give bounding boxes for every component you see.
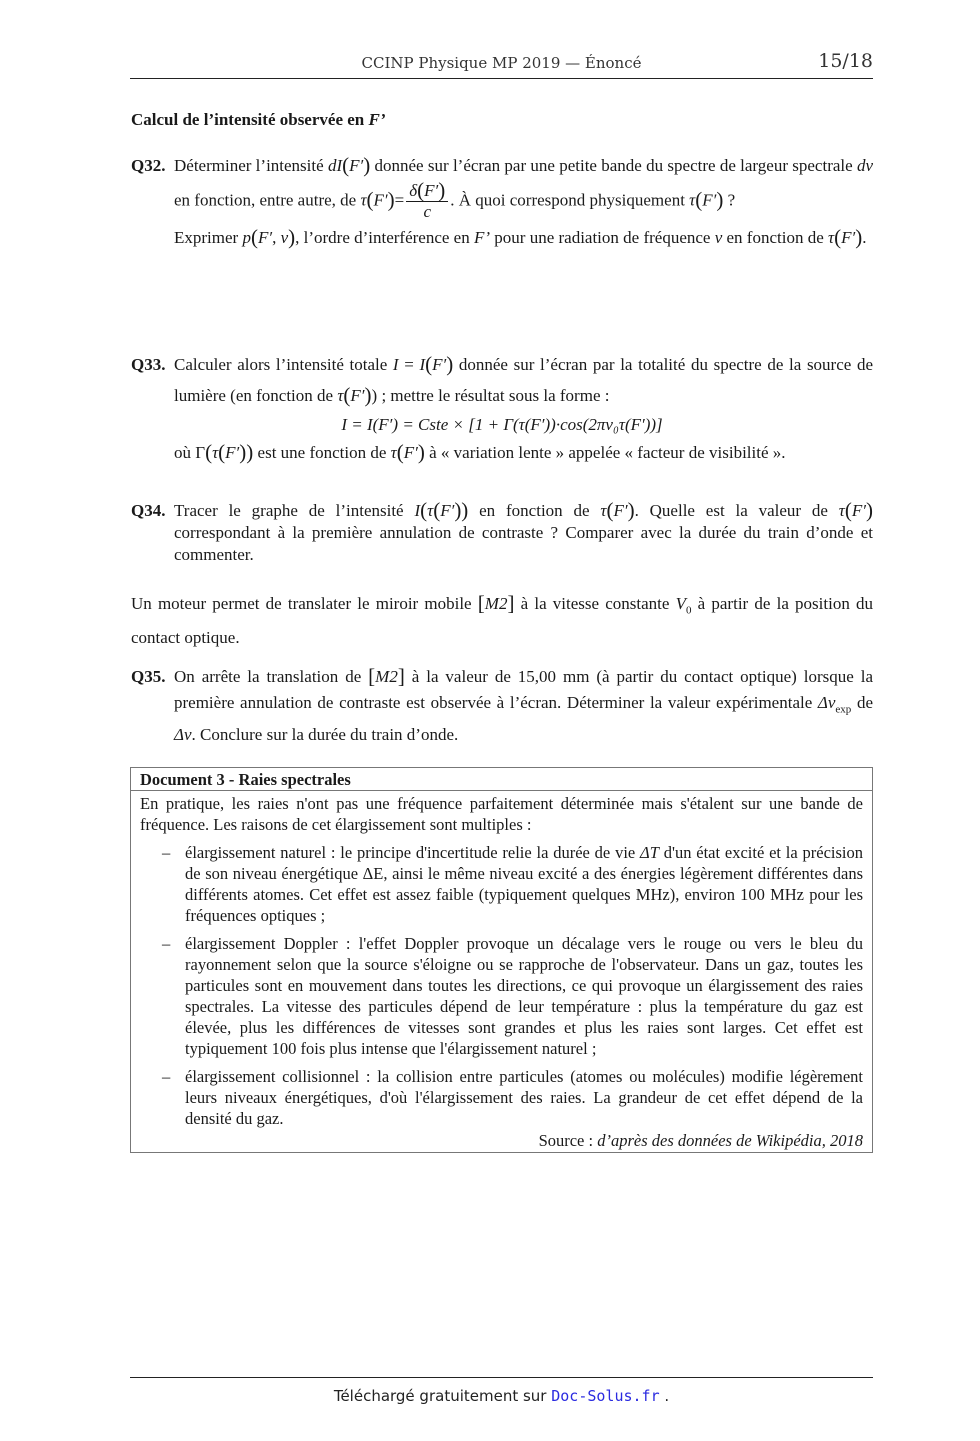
question-q33 [131, 349, 873, 468]
broadening-list [140, 842, 863, 1129]
text: Déterminer l’intensité [174, 156, 328, 175]
math-var: ν [714, 228, 723, 247]
question-body: On arrête la translation de [M2] à la valeur de 15,00 mm (à partir du contact optique) lorsque la première annulation de contraste est observée à l’écran. Déterminer la valeur expérimentale $\Delta\nu_{exp}$ de Δν. Conclure sur la durée du train d’onde. [174, 664, 873, 745]
text: où [174, 443, 196, 462]
text: . Quelle est la valeur de [634, 501, 839, 520]
text: . Conclure sur la durée du train d’onde. [191, 725, 459, 745]
text: pour une radiation de fréquence [490, 228, 715, 247]
text: à la vitesse constante [514, 594, 676, 613]
question-number: Q34. [131, 501, 166, 520]
math-var: Γ [195, 443, 206, 462]
text: à partir de la position du contact optique. [131, 594, 873, 648]
text: Calculer alors l’intensité totale [174, 355, 393, 374]
text: est une fonction de [253, 443, 391, 462]
math-var: F′ [841, 228, 856, 247]
footer-end: . [659, 1387, 670, 1405]
text: . À quoi correspond physiquement [450, 190, 690, 210]
math-var: F′ [424, 181, 439, 200]
math-var: I [392, 355, 399, 374]
text: On arrête la translation de [174, 667, 369, 686]
math-var: dI [327, 156, 343, 175]
math-var: τ [838, 501, 845, 520]
question-q32 [131, 150, 873, 253]
math-var: F′ [851, 501, 866, 520]
page-number: 15/18 [818, 50, 873, 72]
text: en fonction, entre autre, de [174, 190, 361, 210]
question-q34 [131, 496, 873, 566]
math-var: τ [427, 501, 434, 520]
document-intro: En pratique, les raies n'ont pas une fréquence parfaitement déterminée mais s'étalent sur une bande de fréquence. Les raisons de cet élargissement sont multiples : [140, 794, 863, 834]
equation-intensity: I = I(F′) = Cste × [1 + Γ(τ(F′))·cos(2πν₀τ(F′))] [341, 415, 663, 434]
question-number: Q32. [131, 156, 166, 175]
text: de [851, 693, 873, 712]
text: en fonction de [468, 501, 601, 520]
text: élargissement naturel : le principe d'incertitude relie la durée de vie [185, 843, 641, 862]
math-var: τ [337, 386, 344, 405]
math-subscript: 0 [686, 604, 692, 617]
text: en fonction de [722, 228, 829, 247]
math-var: V [675, 594, 686, 613]
section-title-var: F’ [368, 110, 386, 129]
math-var: Δν [817, 693, 836, 712]
section-title-text: Calcul de l’intensité observée en [131, 110, 369, 129]
text: à la valeur de 15,00 mm (à partir du contact optique) lorsque la première annulation de contraste est observée à l’écran. Déterminer la valeur expérimentale [174, 667, 873, 712]
math-var: τ [360, 190, 367, 210]
math-var: F′ [403, 443, 418, 462]
math-subscript: exp [835, 703, 852, 716]
math-var: F′ [349, 156, 364, 175]
text: élargissement collisionnel : la collision entre particules (atomes ou molécules) modifie légèrement leurs niveaux énergétiques, d'où l'élargissement des raies. La grandeur de cet effet dépend de la densité du gaz. [185, 1067, 863, 1128]
question-number: Q35. [131, 667, 166, 686]
fraction: $\frac{\delta(F')}{c}$ [406, 181, 448, 222]
text: à « variation lente » appelée « facteur de visibilité ». [424, 443, 786, 462]
math-var: τ [828, 228, 835, 247]
text: ? [723, 190, 736, 210]
section-title [131, 110, 386, 130]
math-var: F′ [225, 443, 240, 462]
text: Exprimer [174, 228, 243, 247]
dash-bullet: – [162, 1067, 171, 1086]
page-footer [130, 1377, 873, 1405]
text: élargissement Doppler : l'effet Doppler provoque un décalage vers le rouge ou vers le bleu du rayonnement selon que la source s'éloigne ou se rapproche de l'observateur. Dans un gaz, toutes les particules sont en mouvement dans toutes les directions, ce qui provoque un élargissement des raies spectrales. La vitesse des particules dépend de leur température : plus la température du gaz est élevée, plus les différences de vitesses sont grandes et plus les raies sont larges. Cet effet est typiquement 100 fois plus intense que l'élargissement naturel ; [185, 934, 863, 1058]
math-var: τ [212, 443, 219, 462]
math-var: M2 [484, 594, 508, 613]
math-var: F′ [350, 386, 365, 405]
source-text: d’après des données de Wikipédia, 2018 [597, 1131, 863, 1150]
document-title: Document 3 - Raies spectrales [131, 768, 872, 791]
document-content [131, 791, 872, 1152]
question-q35 [131, 664, 873, 748]
list-item-doppler [140, 933, 863, 1059]
document-source [140, 1130, 863, 1152]
math-var: τ [689, 190, 696, 210]
dash-bullet: – [162, 843, 171, 862]
document-3-box [130, 767, 873, 1153]
math-var: τ [390, 443, 397, 462]
footer-text [130, 1387, 873, 1405]
math-var: ν [280, 228, 289, 247]
math-var: F′ [440, 501, 455, 520]
question-subpart: Exprimer p(F′, ν), l’ordre d’interférence en F’ pour une radiation de fréquence ν en fonction de τ(F′). [174, 225, 867, 249]
math-var: F’ [473, 228, 491, 247]
math-var: τ [600, 501, 607, 520]
text: correspondant à la première annulation de contraste ? Comparer avec la durée du train d’onde et commenter. [174, 523, 873, 564]
math-var: F′ [702, 190, 717, 210]
list-item-natural [140, 842, 863, 926]
motor-paragraph: Un moteur permet de translater le miroir mobile [M2] à la vitesse constante $V_0$ à partir de la position du contact optique. [131, 591, 873, 648]
math-var: c [423, 202, 432, 221]
text: , l’ordre d’interférence en [295, 228, 474, 247]
math-var: I [414, 501, 421, 520]
text: . [862, 228, 867, 247]
text: donnée sur l’écran par une petite bande du spectre de largeur spectrale [370, 156, 857, 175]
math-var: dν [856, 156, 873, 175]
math-var: F′ [432, 355, 447, 374]
question-subpart: où Γ(τ(F′)) est une fonction de τ(F′) à « variation lente » appelée « facteur de visibilité ». [174, 440, 786, 464]
dash-bullet: – [162, 934, 171, 953]
list-item-collisional [140, 1066, 863, 1129]
doc-solus-link[interactable]: Doc-Solus.fr [551, 1387, 660, 1405]
header-title: CCINP Physique MP 2019 — Énoncé [361, 54, 642, 72]
math-var: M2 [375, 667, 398, 686]
math-var: ΔT [640, 843, 659, 862]
question-body: Tracer le graphe de l’intensité I(τ(F′)) en fonction de τ(F′). Quelle est la valeur de τ(F′) correspondant à la première annulation de contraste ? Comparer avec la durée du train d’onde et commenter. [174, 498, 873, 564]
math-var: F′ [613, 501, 628, 520]
text: donnée sur l’écran par la totalité du spectre de la source de lumière (en fonction de [174, 355, 873, 405]
math-var: Δν [174, 725, 192, 745]
question-number: Q33. [131, 355, 166, 374]
page-header [130, 52, 873, 79]
text: d'un état excité et la précision de son niveau énergétique ΔE, ainsi le même niveau excité a des énergies légèrement différentes dans différents atomes. Cet effet est assez faible (typiquement quelques MHz), environ 100 MHz pour les fréquences optiques ; [185, 843, 863, 925]
source-label: Source : [538, 1131, 598, 1150]
math-var: I [419, 355, 426, 374]
math-var: F′ [257, 228, 273, 247]
text: ) ; mettre le résultat sous la forme : [371, 386, 610, 405]
math-var: F′ [373, 190, 388, 210]
question-body: Calculer alors l’intensité totale I = I(F′) donnée sur l’écran par la totalité du spectre de la source de lumière (en fonction de τ(F′)) ; mettre le résultat sous la forme : I = I(F′) = Cste × [1 + Γ(τ(F′))·cos(2πν₀τ(F′))] où Γ(τ(F′)) est une fonction de τ(F′) à « variation lente » appelée « facteur de visibilité ». [174, 349, 873, 468]
text: Un moteur permet de translater le miroir mobile [131, 594, 478, 613]
text: Tracer le graphe de l’intensité [174, 501, 415, 520]
math-var: δ [409, 181, 418, 200]
question-body: Déterminer l’intensité dI(F′) donnée sur l’écran par une petite bande du spectre de largeur spectrale dν en fonction, entre autre, de τ(F′)= $\frac{\delta(F')}{c}$ . À quoi correspond physiquement τ(F′) ? Exprimer p(F′, ν), l’ordre d’interférence en F’ pour une radiation de fréquence ν en fonction de τ(F′). [174, 150, 873, 253]
math-var: p [242, 228, 251, 247]
footer-label: Téléchargé gratuitement sur [333, 1387, 552, 1405]
